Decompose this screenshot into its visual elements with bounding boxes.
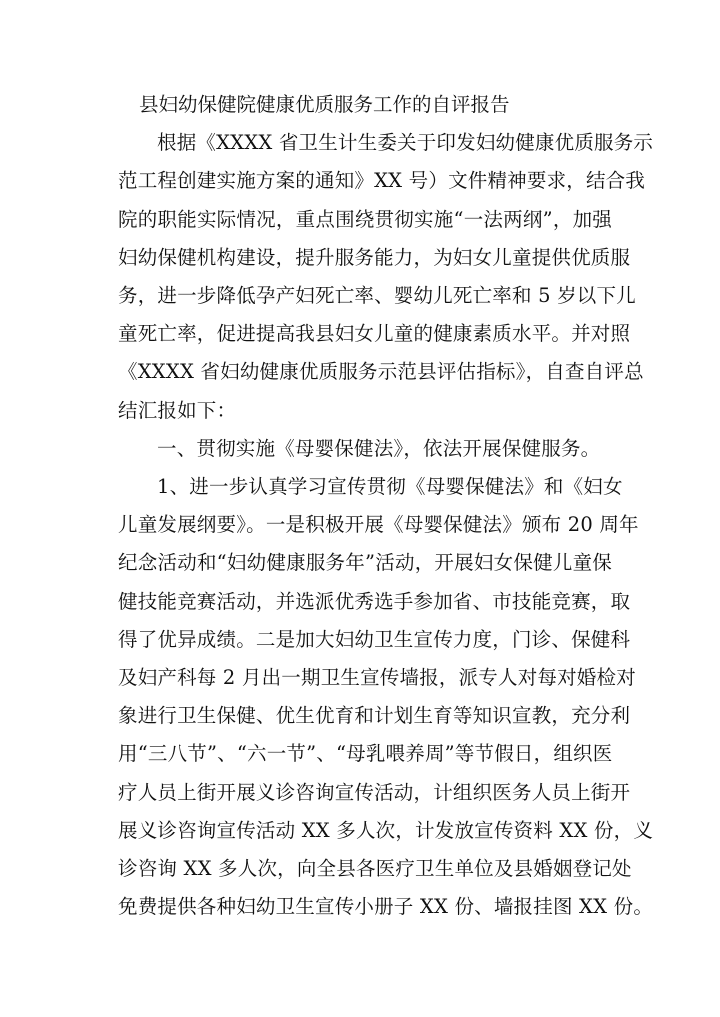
section-heading-1: [118, 430, 612, 468]
text-line: 及妇产科每 2 月出一期卫生宣传墙报，派专人对每对婚检对: [118, 666, 636, 690]
text-line: 展义诊咨询宣传活动 XX 多人次，计发放宣传资料 XX 份，义: [118, 818, 654, 842]
text-line: 纪念活动和“妇幼健康服务年”活动，开展妇女保健儿童保: [118, 551, 612, 575]
text-line: 1、进一步认真学习宣传贯彻《母婴保健法》和《妇女: [157, 475, 623, 499]
section-heading-text: 一、贯彻实施《母婴保健法》，依法开展保健服务。: [157, 436, 601, 460]
text-line: 根据《XXXX 省卫生计生委关于印发妇幼健康优质服务示: [157, 131, 654, 155]
text-line: 院的职能实际情况，重点围绕贯彻实施“一法两纲”，加强: [118, 207, 612, 231]
text-line: 务，进一步降低孕产妇死亡率、婴幼儿死亡率和 5 岁以下儿: [118, 284, 636, 308]
text-line: 范工程创建实施方案的通知》XX 号）文件精神要求，结合我: [118, 169, 646, 193]
text-line: 健技能竞赛活动，并选派优秀选手参加省、市技能竞赛，取: [118, 589, 631, 613]
text-line: 免费提供各种妇幼卫生宣传小册子 XX 份、墙报挂图 XX 份。: [118, 895, 654, 919]
text-line: 疗人员上街开展义诊咨询宣传活动，计组织医务人员上街开: [118, 780, 631, 804]
document-title: 县妇幼保健院健康优质服务工作的自评报告: [139, 93, 510, 116]
paragraph-intro: [118, 124, 654, 430]
text-line: 结汇报如下：: [118, 398, 237, 422]
text-line: 童死亡率，促进提高我县妇女儿童的健康素质水平。并对照: [118, 322, 631, 346]
text-line: 儿童发展纲要》。一是积极开展《母婴保健法》颁布 20 周年: [118, 513, 639, 537]
paragraph-item-1: [118, 468, 654, 926]
text-line: 妇幼保健机构建设，提升服务能力，为妇女儿童提供优质服: [118, 245, 631, 269]
text-line: 诊咨询 XX 多人次，向全县各医疗卫生单位及县婚姻登记处: [118, 857, 632, 881]
document-body: [118, 86, 654, 926]
text-line: 得了优异成绩。二是加大妇幼卫生宣传力度，门诊、保健科: [118, 627, 631, 651]
text-line: 用“三八节”、“六一节”、“母乳喂养周”等节假日，组织医: [118, 742, 613, 766]
text-line: 《XXXX 省妇幼健康优质服务示范县评估指标》，自查自评总: [118, 360, 644, 384]
text-line: 象进行卫生保健、优生优育和计划生育等知识宣教，充分利: [118, 704, 631, 728]
